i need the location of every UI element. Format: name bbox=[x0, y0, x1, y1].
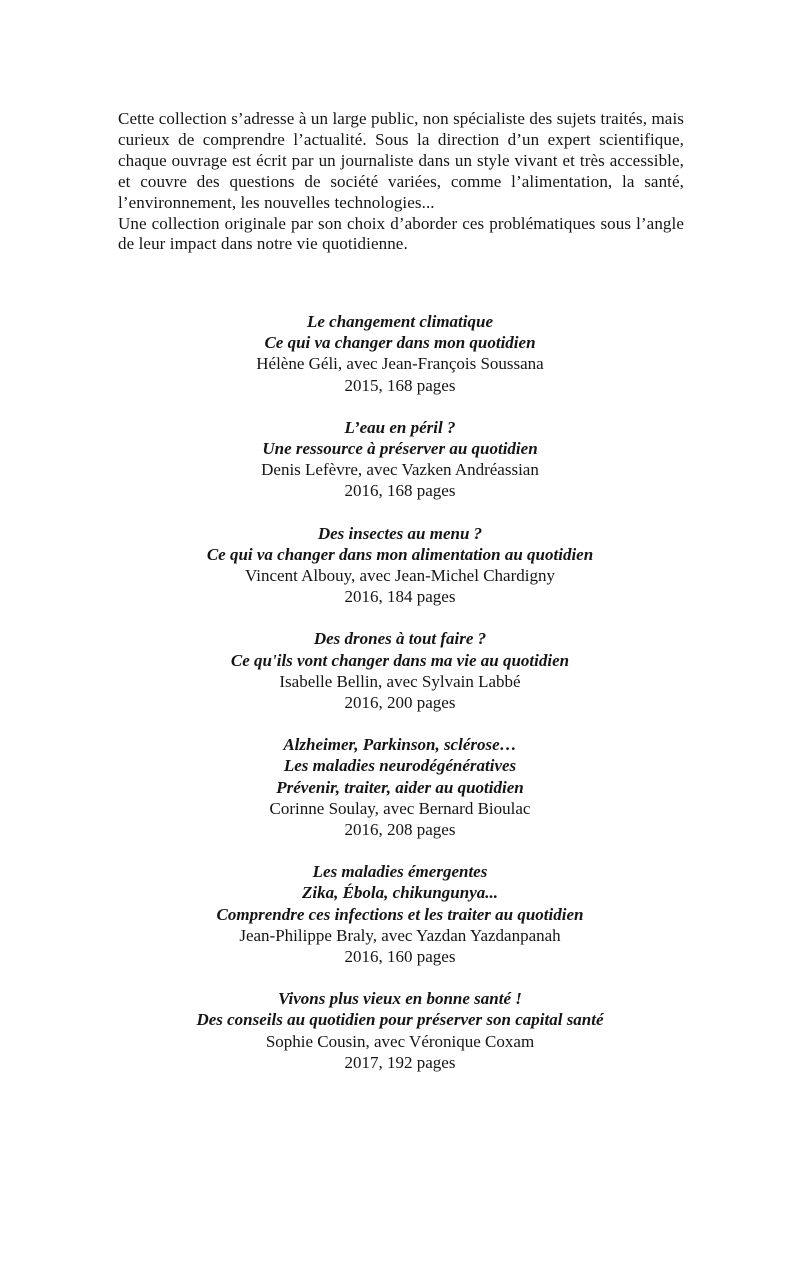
book-subtitle: Ce qui va changer dans mon alimentation au quotidien bbox=[206, 544, 594, 564]
collection-intro bbox=[118, 109, 684, 255]
book-subtitle: Ce qu'ils vont changer dans ma vie au quotidien bbox=[230, 650, 570, 670]
book-entry bbox=[0, 988, 800, 1073]
book-author: Corinne Soulay, avec Bernard Bioulac bbox=[269, 798, 531, 818]
book-title: Vivons plus vieux en bonne santé ! bbox=[278, 989, 522, 1009]
book-author: Vincent Albouy, avec Jean-Michel Chardigny bbox=[245, 566, 555, 586]
book-title: L’eau en péril ? bbox=[344, 417, 456, 437]
book-author: Jean-Philippe Braly, avec Yazdan Yazdanpanah bbox=[239, 925, 561, 945]
book-title: Des insectes au menu ? bbox=[317, 523, 483, 543]
book-details: 2016, 184 pages bbox=[344, 587, 456, 607]
intro-paragraph: Une collection originale par son choix d’aborder ces problématiques sous l’angle de leur impact dans notre vie quotidienne. bbox=[118, 213, 684, 254]
intro-paragraph: Cette collection s’adresse à un large public, non spécialiste des sujets traités, mais curieux de comprendre l’actualité. Sous la direction d’un expert scientifique, chaque ouvrage est écrit par un journaliste dans un style vivant et très accessible, et couvre des questions de société variées, comme l’alimentation, la santé, l’environnement, les nouvelles technologies... bbox=[118, 109, 684, 212]
book-subtitle: Prévenir, traiter, aider au quotidien bbox=[276, 777, 524, 797]
book-title: Le changement climatique bbox=[306, 312, 494, 331]
book-title: Des drones à tout faire ? bbox=[313, 629, 487, 649]
book-entry bbox=[0, 734, 800, 840]
book-details: 2016, 208 pages bbox=[344, 820, 456, 840]
book-title: Zika, Ébola, chikungunya... bbox=[301, 883, 498, 903]
book-entry bbox=[0, 311, 800, 396]
book-author: Hélène Géli, avec Jean-François Soussana bbox=[256, 354, 544, 374]
book-author: Sophie Cousin, avec Véronique Coxam bbox=[265, 1031, 535, 1051]
book-details: 2017, 192 pages bbox=[344, 1052, 456, 1072]
book-title: Les maladies émergentes bbox=[312, 862, 488, 882]
book-details: 2015, 168 pages bbox=[344, 375, 456, 395]
book-author: Isabelle Bellin, avec Sylvain Labbé bbox=[279, 671, 521, 691]
book-subtitle: Ce qui va changer dans mon quotidien bbox=[264, 333, 536, 353]
book-title: Alzheimer, Parkinson, sclérose… bbox=[283, 735, 517, 755]
book-subtitle: Des conseils au quotidien pour préserver son capital santé bbox=[196, 1010, 604, 1030]
book-list bbox=[0, 311, 800, 1094]
book-details: 2016, 200 pages bbox=[344, 693, 456, 713]
book-title: Les maladies neurodégénératives bbox=[283, 756, 517, 776]
book-details: 2016, 160 pages bbox=[344, 947, 456, 967]
book-subtitle: Comprendre ces infections et les traiter au quotidien bbox=[216, 904, 584, 924]
book-entry bbox=[0, 417, 800, 502]
book-entry bbox=[0, 628, 800, 713]
book-entry bbox=[0, 523, 800, 608]
book-author: Denis Lefèvre, avec Vazken Andréassian bbox=[261, 460, 539, 480]
book-subtitle: Une ressource à préserver au quotidien bbox=[262, 439, 538, 459]
book-entry bbox=[0, 861, 800, 967]
book-details: 2016, 168 pages bbox=[344, 481, 456, 501]
